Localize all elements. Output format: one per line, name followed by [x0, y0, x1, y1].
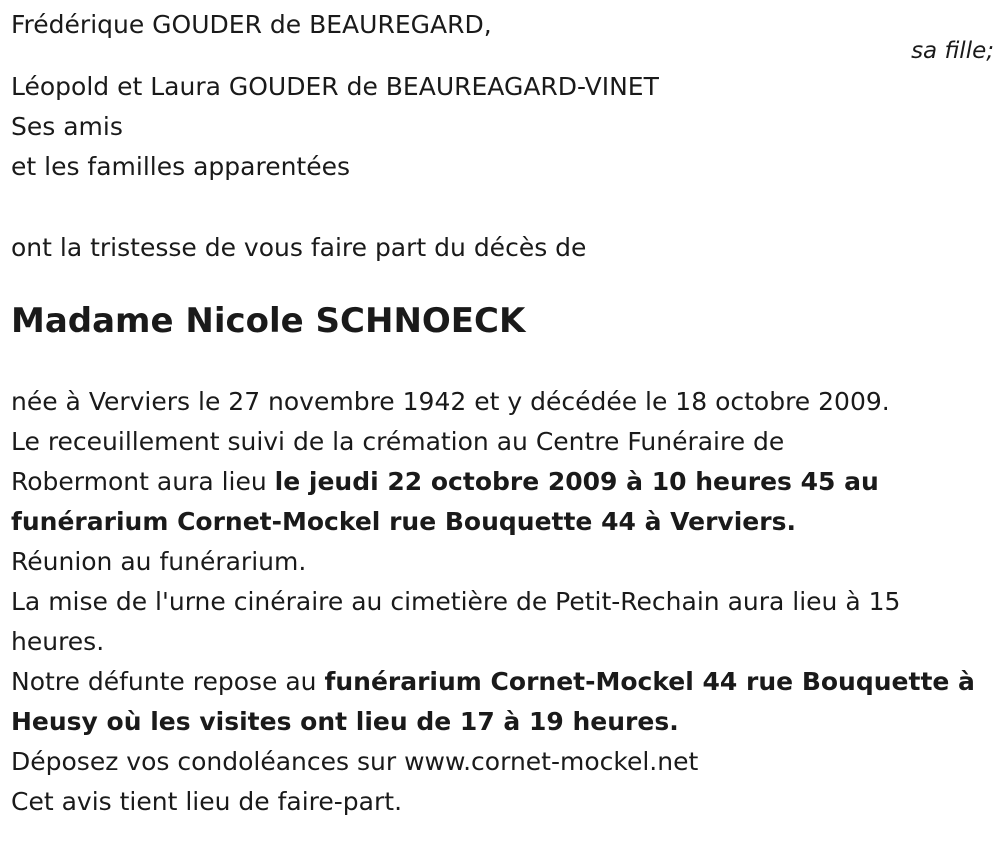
urn-text: La mise de l'urne cinéraire au cimetière de Petit-Rechain aura lieu à 15 heures. [11, 587, 901, 656]
daughter-name: Frédérique GOUDER de BEAUREGARD, [11, 10, 492, 39]
grandchildren-names: Léopold et Laura GOUDER de BEAUREAGARD-VINET [11, 72, 659, 101]
friends-line: Ses amis [11, 112, 123, 141]
repose-details: funérarium Cornet-Mockel 44 rue Bouquette à Heusy où les visites ont lieu de 17 à 19 heures. [11, 667, 975, 736]
ceremony-plain: Robermont aura lieu [11, 467, 275, 496]
announcement-text: ont la tristesse de vous faire part du décès de [11, 233, 587, 262]
ceremony-details: le jeudi 22 octobre 2009 à 10 heures 45 au funérarium Cornet-Mockel rue Bouquette 44 à Verviers. [11, 467, 879, 536]
relatives-line: et les familles apparentées [11, 152, 351, 181]
daughter-role: sa fille; [911, 38, 994, 64]
obituary-notice [11, 5, 996, 822]
repose-paragraph [11, 662, 986, 742]
birth-death-text: née à Verviers le 27 novembre 1942 et y décédée le 18 octobre 2009. [11, 387, 890, 416]
deceased-name: Madame Nicole SCHNOECK [11, 301, 526, 341]
ceremony-line1: Le receuillement suivi de la crémation au Centre Funéraire de [11, 427, 785, 456]
ceremony-paragraph [11, 422, 986, 542]
repose-plain: Notre défunte repose au [11, 667, 325, 696]
reunion-text: Réunion au funérarium. [11, 547, 307, 576]
closing-text: Cet avis tient lieu de faire-part. [11, 787, 403, 816]
condolences-text: Déposez vos condoléances sur www.cornet-mockel.net [11, 747, 699, 776]
